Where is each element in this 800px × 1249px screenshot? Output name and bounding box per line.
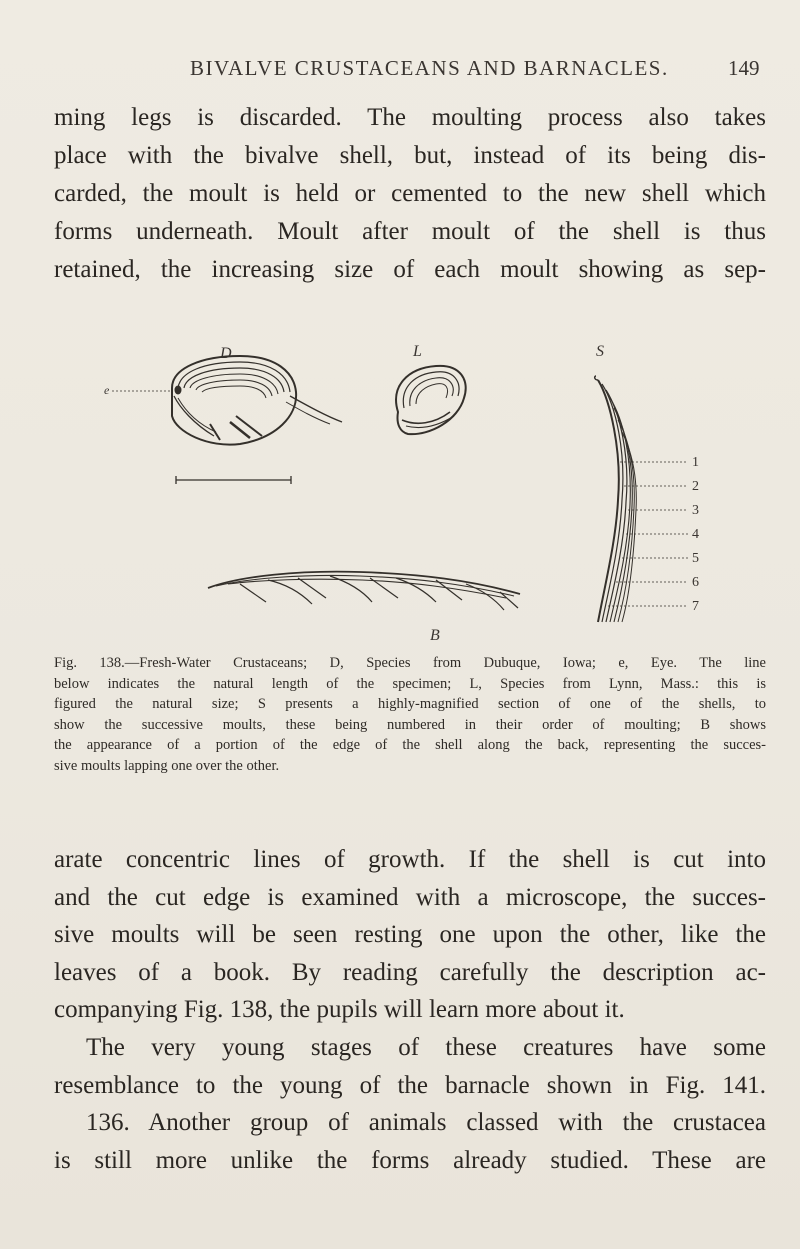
moult-number: 6: [692, 575, 699, 590]
moult-number: 7: [692, 599, 699, 614]
bottom-paragraph: [54, 841, 766, 1179]
moult-number: 4: [692, 527, 699, 542]
moult-number-labels: [692, 455, 699, 614]
caption-line: show the successive moults, these being numbered in their order of moulting; B shows: [54, 716, 766, 733]
caption-line: the appearance of a portion of the edge of the shell along the back, representing the succes-: [54, 737, 766, 754]
moult-number: 5: [692, 551, 699, 566]
shell-d-drawing: [112, 356, 342, 484]
text-line: leaves of a book. By reading carefully the description ac-: [54, 958, 766, 986]
page-number: 149: [728, 56, 760, 80]
caption-line: Fig. 138.—Fresh-Water Crustaceans; D, Species from Dubuque, Iowa; e, Eye. The line: [54, 655, 766, 671]
caption-line: below indicates the natural length of the specimen; L, Species from Lynn, Mass.: this is: [54, 675, 766, 692]
text-line: and the cut edge is examined with a microscope, the succes-: [54, 883, 766, 911]
moult-number: 1: [692, 455, 699, 470]
text-line: place with the bivalve shell, but, instead of its being dis-: [54, 142, 766, 169]
text-line: companying Fig. 138, the pupils will learn more about it.: [54, 996, 625, 1024]
section-136-first-line: 136. Another group of animals classed with the crustacea: [86, 1109, 766, 1137]
eye-dot: [175, 386, 181, 394]
text-line: arate concentric lines of growth. If the shell is cut into: [54, 846, 766, 873]
text-line: sive moults will be seen resting one upon the other, like the: [54, 921, 766, 949]
running-title: BIVALVE CRUSTACEANS AND BARNACLES.: [190, 56, 669, 80]
text-line: resemblance to the young of the barnacle shown in Fig. 141.: [54, 1071, 766, 1099]
figure-label-b: B: [430, 627, 440, 640]
text-line: The very young stages of these creatures have some: [86, 1033, 766, 1061]
figure-caption: [54, 653, 766, 777]
text-line: ming legs is discarded. The moulting process also takes: [54, 104, 766, 131]
running-head: [0, 56, 800, 86]
text-line: is still more unlike the forms already studied. These are: [54, 1146, 766, 1174]
figure-label-s: S: [596, 343, 604, 360]
top-paragraph: [54, 99, 766, 289]
text-line: forms underneath. Moult after moult of the shell is thus: [54, 218, 766, 245]
figure-label-l: L: [413, 343, 422, 360]
shell-s-section-drawing: [595, 376, 688, 622]
text-line: carded, the moult is held or cemented to the new shell which: [54, 180, 766, 207]
text-line: retained, the increasing size of each moult showing as sep-: [54, 256, 766, 283]
shell-l-drawing: [396, 366, 466, 434]
shell-b-edge-drawing: [208, 572, 520, 610]
caption-line: sive moults lapping one over the other.: [54, 757, 280, 774]
moult-number: 2: [692, 479, 699, 494]
moult-number: 3: [692, 503, 699, 518]
caption-line: figured the natural size; S presents a highly-magnified section of one of the shells, to: [54, 696, 766, 713]
figure-label-d: D: [220, 345, 232, 362]
figure-label-e: e: [104, 383, 110, 397]
figure-138-illustration: [90, 340, 730, 640]
